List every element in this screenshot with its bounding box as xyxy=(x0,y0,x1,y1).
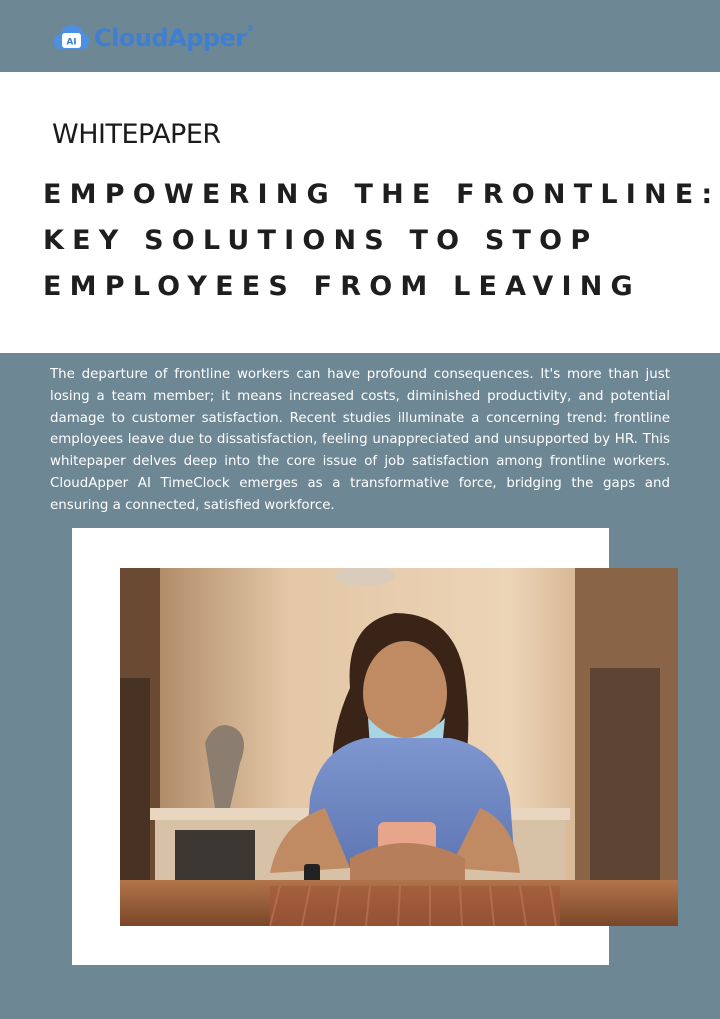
logo-text: CloudApper xyxy=(94,24,247,52)
trademark-mark: ® xyxy=(246,24,255,33)
headline-line-2: KEY SOLUTIONS TO STOP xyxy=(43,225,599,256)
intro-paragraph: The departure of frontline workers can have profound consequences. It's more than just losing a team member; it means increased costs, diminished productivity, and potential damage to customer satisfaction. Recent studies illuminate a concerning trend: frontline employees leave due to dissatisfaction, feeling unappreciated and unsupported by HR. This whitepaper delves deep into the core issue of job satisfaction among frontline workers. CloudApper AI TimeClock emerges as a transformative force, bridging the gaps and ensuring a connected, satisfied workforce. xyxy=(50,367,670,513)
cloudapper-logo[interactable] xyxy=(52,20,254,56)
logo-badge-text: AI xyxy=(66,37,77,48)
cloud-ai-icon xyxy=(52,19,90,57)
headline-line-3: EMPLOYEES FROM LEAVING xyxy=(43,271,641,302)
logo-wordmark xyxy=(94,24,254,52)
document-kicker: WHITEPAPER xyxy=(52,119,221,150)
title-section xyxy=(0,72,720,353)
document-headline xyxy=(43,172,720,310)
hero-photo-woman-using-phone xyxy=(120,568,678,926)
page-header xyxy=(0,0,720,72)
headline-line-1: EMPOWERING THE FRONTLINE: xyxy=(43,179,720,210)
